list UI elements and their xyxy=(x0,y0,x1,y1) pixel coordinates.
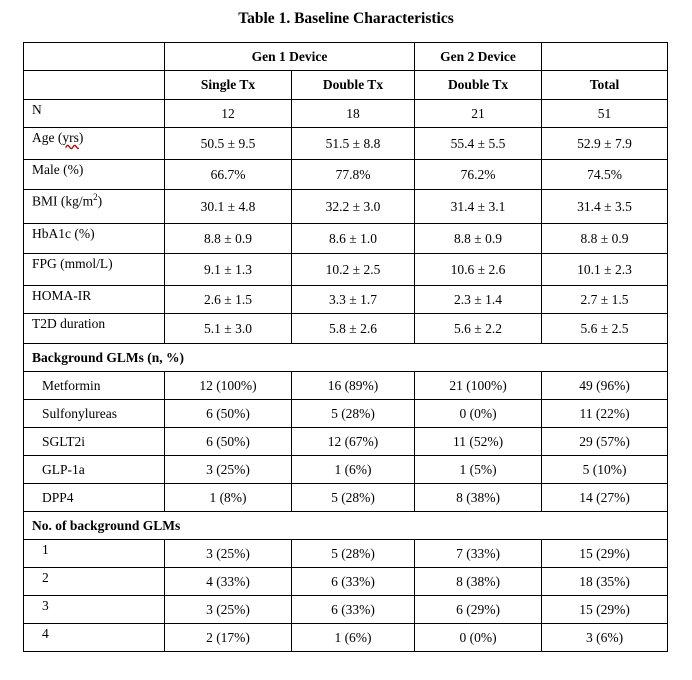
section-header-number-of-glms: No. of background GLMs xyxy=(24,512,668,540)
table-row xyxy=(24,428,668,456)
cell-value: 2.7 ± 1.5 xyxy=(542,286,668,314)
cell-value: 21 xyxy=(415,100,542,128)
empty-header-cell xyxy=(24,71,165,100)
cell-value: 8 (38%) xyxy=(415,484,542,512)
cell-value: 16 (89%) xyxy=(292,372,415,400)
cell-value: 31.4 ± 3.5 xyxy=(542,190,668,224)
row-label: GLP-1a xyxy=(24,456,165,484)
cell-value: 1 (6%) xyxy=(292,624,415,652)
cell-value: 5.1 ± 3.0 xyxy=(165,314,292,344)
table-row xyxy=(24,372,668,400)
cell-value: 8.6 ± 1.0 xyxy=(292,224,415,254)
cell-value: 8.8 ± 0.9 xyxy=(165,224,292,254)
empty-header-cell xyxy=(24,43,165,71)
baseline-characteristics-table xyxy=(23,42,668,652)
cell-value: 1 (6%) xyxy=(292,456,415,484)
table-row xyxy=(24,100,668,128)
cell-value: 12 (100%) xyxy=(165,372,292,400)
cell-value: 1 (8%) xyxy=(165,484,292,512)
cell-value: 66.7% xyxy=(165,160,292,190)
cell-value: 6 (33%) xyxy=(292,596,415,624)
cell-value: 15 (29%) xyxy=(542,596,668,624)
cell-value: 49 (96%) xyxy=(542,372,668,400)
cell-value: 11 (22%) xyxy=(542,400,668,428)
column-header-row xyxy=(24,71,668,100)
table-row xyxy=(24,190,668,224)
row-label: BMI $(kg/m^2)$ xyxy=(24,190,165,224)
row-label: FPG (mmol/L) xyxy=(24,254,165,286)
cell-value: 32.2 ± 3.0 xyxy=(292,190,415,224)
cell-value: 6 (29%) xyxy=(415,596,542,624)
cell-value: 6 (50%) xyxy=(165,400,292,428)
cell-value: 5 (28%) xyxy=(292,540,415,568)
cell-value: 12 xyxy=(165,100,292,128)
table-row xyxy=(24,160,668,190)
cell-value: 12 (67%) xyxy=(292,428,415,456)
cell-value: 51.5 ± 8.8 xyxy=(292,128,415,160)
cell-value: 29 (57%) xyxy=(542,428,668,456)
cell-value: 50.5 ± 9.5 xyxy=(165,128,292,160)
cell-value: 0 (0%) xyxy=(415,400,542,428)
row-label: T2D duration xyxy=(24,314,165,344)
cell-value: 76.2% xyxy=(415,160,542,190)
table-row xyxy=(24,540,668,568)
cell-value: 2.3 ± 1.4 xyxy=(415,286,542,314)
row-label: SGLT2i xyxy=(24,428,165,456)
table-row xyxy=(24,456,668,484)
cell-value: 74.5% xyxy=(542,160,668,190)
table-row xyxy=(24,596,668,624)
row-label: Sulfonylureas xyxy=(24,400,165,428)
cell-value: 52.9 ± 7.9 xyxy=(542,128,668,160)
spellcheck-mark: yrs xyxy=(62,130,79,145)
row-label: 4 xyxy=(24,624,165,652)
table-row xyxy=(24,314,668,344)
row-label: Age (yrs) xyxy=(24,128,165,160)
cell-value: 15 (29%) xyxy=(542,540,668,568)
row-label: 2 xyxy=(24,568,165,596)
cell-value: 21 (100%) xyxy=(415,372,542,400)
group-header-gen1: Gen 1 Device xyxy=(165,43,415,71)
cell-value: 10.1 ± 2.3 xyxy=(542,254,668,286)
cell-value: 10.2 ± 2.5 xyxy=(292,254,415,286)
cell-value: 5.6 ± 2.5 xyxy=(542,314,668,344)
cell-value: 4 (33%) xyxy=(165,568,292,596)
row-label: Metformin xyxy=(24,372,165,400)
table-row xyxy=(24,484,668,512)
row-label: N xyxy=(24,100,165,128)
cell-value: 3 (25%) xyxy=(165,456,292,484)
cell-value: 3 (6%) xyxy=(542,624,668,652)
table-row xyxy=(24,128,668,160)
column-header-double-tx-gen1: Double Tx xyxy=(292,71,415,100)
group-header-row xyxy=(24,43,668,71)
cell-value: 51 xyxy=(542,100,668,128)
cell-value: 2.6 ± 1.5 xyxy=(165,286,292,314)
section-header-background-glms: Background GLMs (n, %) xyxy=(24,344,668,372)
cell-value: 18 xyxy=(292,100,415,128)
cell-value: 11 (52%) xyxy=(415,428,542,456)
cell-value: 0 (0%) xyxy=(415,624,542,652)
table-row xyxy=(24,254,668,286)
section-header-row xyxy=(24,344,668,372)
cell-value: 8 (38%) xyxy=(415,568,542,596)
cell-value: 55.4 ± 5.5 xyxy=(415,128,542,160)
cell-value: 1 (5%) xyxy=(415,456,542,484)
row-label: HbA1c (%) xyxy=(24,224,165,254)
cell-value: 14 (27%) xyxy=(542,484,668,512)
table-row xyxy=(24,286,668,314)
empty-header-cell xyxy=(542,43,668,71)
cell-value: 6 (50%) xyxy=(165,428,292,456)
cell-value: 10.6 ± 2.6 xyxy=(415,254,542,286)
cell-value: 5.8 ± 2.6 xyxy=(292,314,415,344)
cell-value: 77.8% xyxy=(292,160,415,190)
column-header-total: Total xyxy=(542,71,668,100)
cell-value: 7 (33%) xyxy=(415,540,542,568)
cell-value: 8.8 ± 0.9 xyxy=(542,224,668,254)
cell-value: 8.8 ± 0.9 xyxy=(415,224,542,254)
cell-value: 5 (10%) xyxy=(542,456,668,484)
cell-value: 9.1 ± 1.3 xyxy=(165,254,292,286)
group-header-gen2: Gen 2 Device xyxy=(415,43,542,71)
table-title: Table 1. Baseline Characteristics xyxy=(238,10,454,27)
row-label: Male (%) xyxy=(24,160,165,190)
cell-value: 5 (28%) xyxy=(292,400,415,428)
row-label: HOMA-IR xyxy=(24,286,165,314)
table-row xyxy=(24,568,668,596)
cell-value: 3 (25%) xyxy=(165,540,292,568)
row-label: 1 xyxy=(24,540,165,568)
cell-value: 5.6 ± 2.2 xyxy=(415,314,542,344)
row-label: 3 xyxy=(24,596,165,624)
cell-value: 2 (17%) xyxy=(165,624,292,652)
row-label: DPP4 xyxy=(24,484,165,512)
table-row xyxy=(24,400,668,428)
cell-value: 31.4 ± 3.1 xyxy=(415,190,542,224)
table-row xyxy=(24,624,668,652)
cell-value: 30.1 ± 4.8 xyxy=(165,190,292,224)
column-header-double-tx-gen2: Double Tx xyxy=(415,71,542,100)
cell-value: 6 (33%) xyxy=(292,568,415,596)
column-header-single-tx: Single Tx xyxy=(165,71,292,100)
cell-value: 5 (28%) xyxy=(292,484,415,512)
table-row xyxy=(24,224,668,254)
cell-value: 3.3 ± 1.7 xyxy=(292,286,415,314)
cell-value: 18 (35%) xyxy=(542,568,668,596)
section-header-row xyxy=(24,512,668,540)
cell-value: 3 (25%) xyxy=(165,596,292,624)
